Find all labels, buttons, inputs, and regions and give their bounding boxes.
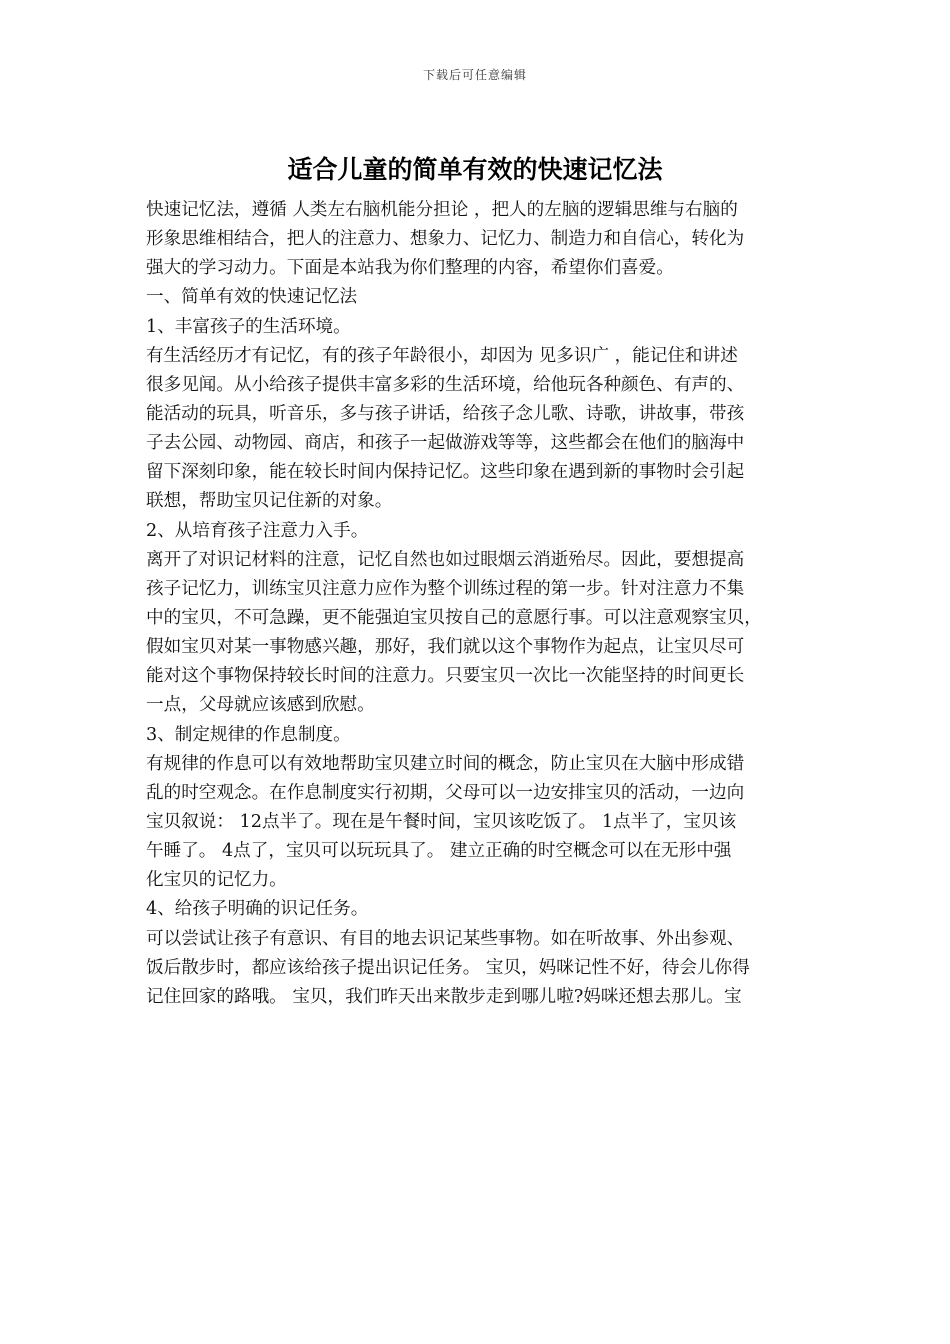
text-line: 留下深刻印象，能在较长时间内保持记忆。这些印象在遇到新的事物时会引起 xyxy=(146,462,745,483)
page-header: 下载后可任意编辑 xyxy=(422,68,527,82)
text-line: 有生活经历才有记忆，有的孩子年龄很小，却因为 见多识广 ，能记住和讲述 xyxy=(146,345,738,366)
section-heading: 一、简单有效的快速记忆法 xyxy=(146,287,358,308)
text-line: 宝贝叙说： 12点半了。现在是午餐时间，宝贝该吃饭了。 1点半了，宝贝该 xyxy=(146,811,737,832)
text-line: 乱的时空观念。在作息制度实行初期，父母可以一边安排宝贝的活动，一边向 xyxy=(146,782,745,803)
text-line: 中的宝贝，不可急躁，更不能强迫宝贝按自己的意愿行事。可以注意观察宝贝， xyxy=(146,607,762,628)
subheading-4: 4、给孩子明确的识记任务。 xyxy=(146,899,369,920)
text-line: 有规律的作息可以有效地帮助宝贝建立时间的概念，防止宝贝在大脑中形成错 xyxy=(146,753,745,774)
text-line: 午睡了。 4点了，宝贝可以玩玩具了。 建立正确的时空概念可以在无形中强 xyxy=(146,841,732,862)
text-line: 可以尝试让孩子有意识、有目的地去识记某些事物。如在听故事、外出参观、 xyxy=(146,928,745,949)
text-line: 饭后散步时，都应该给孩子提出识记任务。 宝贝，妈咪记性不好，待会儿你得 xyxy=(146,957,750,978)
document-body xyxy=(146,196,814,1012)
text-line: 能活动的玩具，听音乐，多与孩子讲话，给孩子念儿歌、诗歌，讲故事，带孩 xyxy=(146,403,745,424)
text-line: 记住回家的路哦。 宝贝，我们昨天出来散步走到哪儿啦?妈咪还想去那儿。宝 xyxy=(146,986,742,1007)
subheading-3: 3、制定规律的作息制度。 xyxy=(146,724,351,745)
text-line: 一点，父母就应该感到欣慰。 xyxy=(146,695,375,716)
text-line: 子去公园、动物园、商店，和孩子一起做游戏等等，这些都会在他们的脑海中 xyxy=(146,433,745,454)
text-line: 快速记忆法，遵循 人类左右脑机能分担论 ，把人的左脑的逻辑思维与右脑的 xyxy=(146,200,738,220)
text-line: 形象思维相结合，把人的注意力、想象力、记忆力、制造力和自信心，转化为 xyxy=(146,229,745,250)
text-line: 能对这个事物保持较长时间的注意力。只要宝贝一次比一次能坚持的时间更长 xyxy=(146,666,745,687)
text-line: 离开了对识记材料的注意，记忆自然也如过眼烟云消逝殆尽。因此，要想提高 xyxy=(146,549,745,570)
text-line: 很多见闻。从小给孩子提供丰富多彩的生活环境，给他玩各种颜色、有声的、 xyxy=(146,374,745,395)
subheading-2: 2、从培育孩子注意力入手。 xyxy=(146,520,369,541)
document-title: 适合儿童的简单有效的快速记忆法 xyxy=(287,155,663,184)
text-line: 假如宝贝对某一事物感兴趣，那好，我们就以这个事物作为起点，让宝贝尽可 xyxy=(146,637,745,658)
text-line: 联想，帮助宝贝记住新的对象。 xyxy=(146,491,393,512)
subheading-1: 1、丰富孩子的生活环境。 xyxy=(146,316,351,337)
text-line: 化宝贝的记忆力。 xyxy=(146,870,287,891)
text-line: 孩子记忆力，训练宝贝注意力应作为整个训练过程的第一步。针对注意力不集 xyxy=(146,578,745,599)
text-line: 强大的学习动力。下面是本站我为你们整理的内容，希望你们喜爱。 xyxy=(146,258,674,279)
